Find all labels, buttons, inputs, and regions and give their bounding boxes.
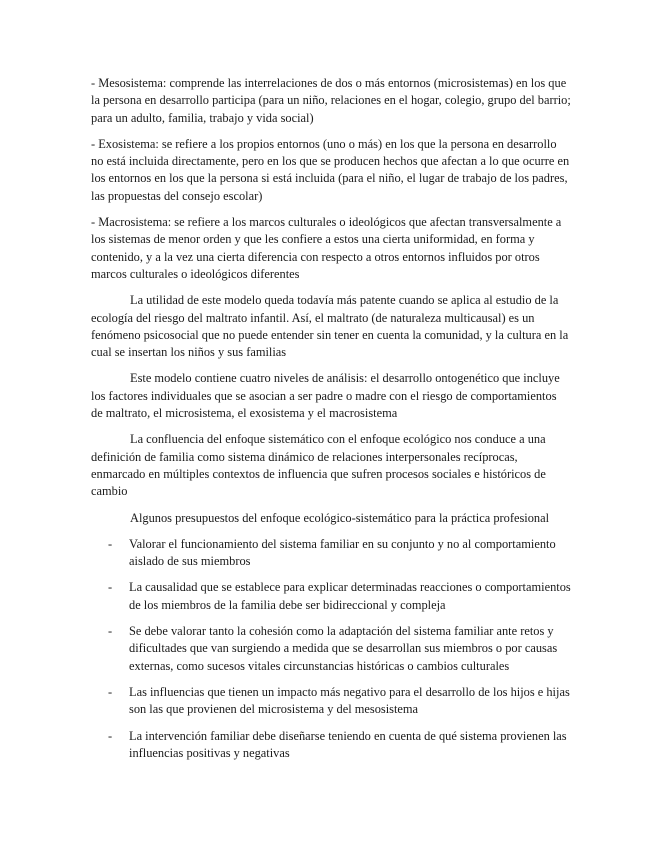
analysis-levels-paragraph: Este modelo contiene cuatro niveles de análisis: el desarrollo ontogenético que incluye los factores individuales que se asocian a ser padre o madre con el riesgo de comportamientos de maltrato, el microsistema, el exosistema y el macrosistema: [91, 371, 560, 421]
bullet-dash: -: [108, 684, 113, 699]
bullet-dash: -: [108, 624, 113, 639]
list-item: [91, 536, 571, 571]
list-heading: Algunos presupuestos del enfoque ecológico-sistemático para la práctica profesional: [130, 510, 550, 525]
list-item-text: La causalidad que se establece para explicar determinadas reacciones o comportamientos de los miembros de la familia debe ser bidireccional y compleja: [129, 580, 571, 612]
list-item: [91, 579, 571, 614]
bullet-dash: -: [108, 536, 113, 551]
list-item-text: La intervención familiar debe diseñarse teniendo en cuenta de qué sistema provienen las influencias positivas y negativas: [129, 728, 567, 760]
list-item: [91, 623, 571, 675]
bullet-dash: -: [108, 728, 113, 743]
list-item: [91, 728, 571, 763]
model-utility-paragraph: La utilidad de este modelo queda todavía más patente cuando se aplica al estudio de la ecología del riesgo del maltrato infantil. Así, el maltrato (de naturaleza multicausal) es un fenómeno psicosocial que no puede entender sin tener en cuenta la comunidad, y la cultura en la cual se insertan los niños y sus familias: [91, 293, 569, 360]
confluence-paragraph: La confluencia del enfoque sistemático con el enfoque ecológico nos conduce a una definición de familia como sistema dinámico de relaciones interpersonales recíprocas, enmarcado en múltiples contextos de influencia que sufren procesos sociales e históricos de cambio: [91, 432, 546, 499]
list-item-text: Valorar el funcionamiento del sistema familiar en su conjunto y no al comportamiento aislado de sus miembros: [129, 536, 556, 569]
mesosistema-paragraph: - Mesosistema: comprende las interrelaciones de dos o más entornos (microsistemas) en los que la persona en desarrollo participa (para un niño, relaciones en el hogar, colegio, grupo del barrio; para un adulto, familia, trabajo y vida social): [91, 76, 571, 125]
bullet-dash: -: [108, 580, 113, 595]
list-item-text: Se debe valorar tanto la cohesión como la adaptación del sistema familiar ante retos y dificultades que van surgiendo a medida que se desarrollan sus miembros o por causas externas, como sucesos vitales circunstancias históricas o cambios culturales: [129, 624, 558, 673]
list-item-text: Las influencias que tienen un impacto más negativo para el desarrollo de los hijos e hijas son las que provienen del microsistema y del mesosistema: [129, 684, 570, 717]
presupuestos-list: [91, 536, 571, 762]
list-item: [91, 684, 571, 719]
exosistema-paragraph: - Exosistema: se refiere a los propios entornos (uno o más) en los que la persona en desarrollo no está incluida directamente, pero en los que se producen hechos que afectan a lo que ocurre en los entornos en los que la persona si está incluida (para el niño, el lugar de trabajo de los padres, las propuestas del consejo escolar): [91, 136, 570, 203]
macrosistema-paragraph: - Macrosistema: se refiere a los marcos culturales o ideológicos que afectan transversalmente a los sistemas de menor orden y que les confiere a estos una cierta uniformidad, en forma y contenido, y a la vez una cierta diferencia con respecto a otros entornos influidos por otros marcos culturales o ideológicos diferentes: [91, 215, 562, 281]
document-page: [91, 75, 571, 771]
